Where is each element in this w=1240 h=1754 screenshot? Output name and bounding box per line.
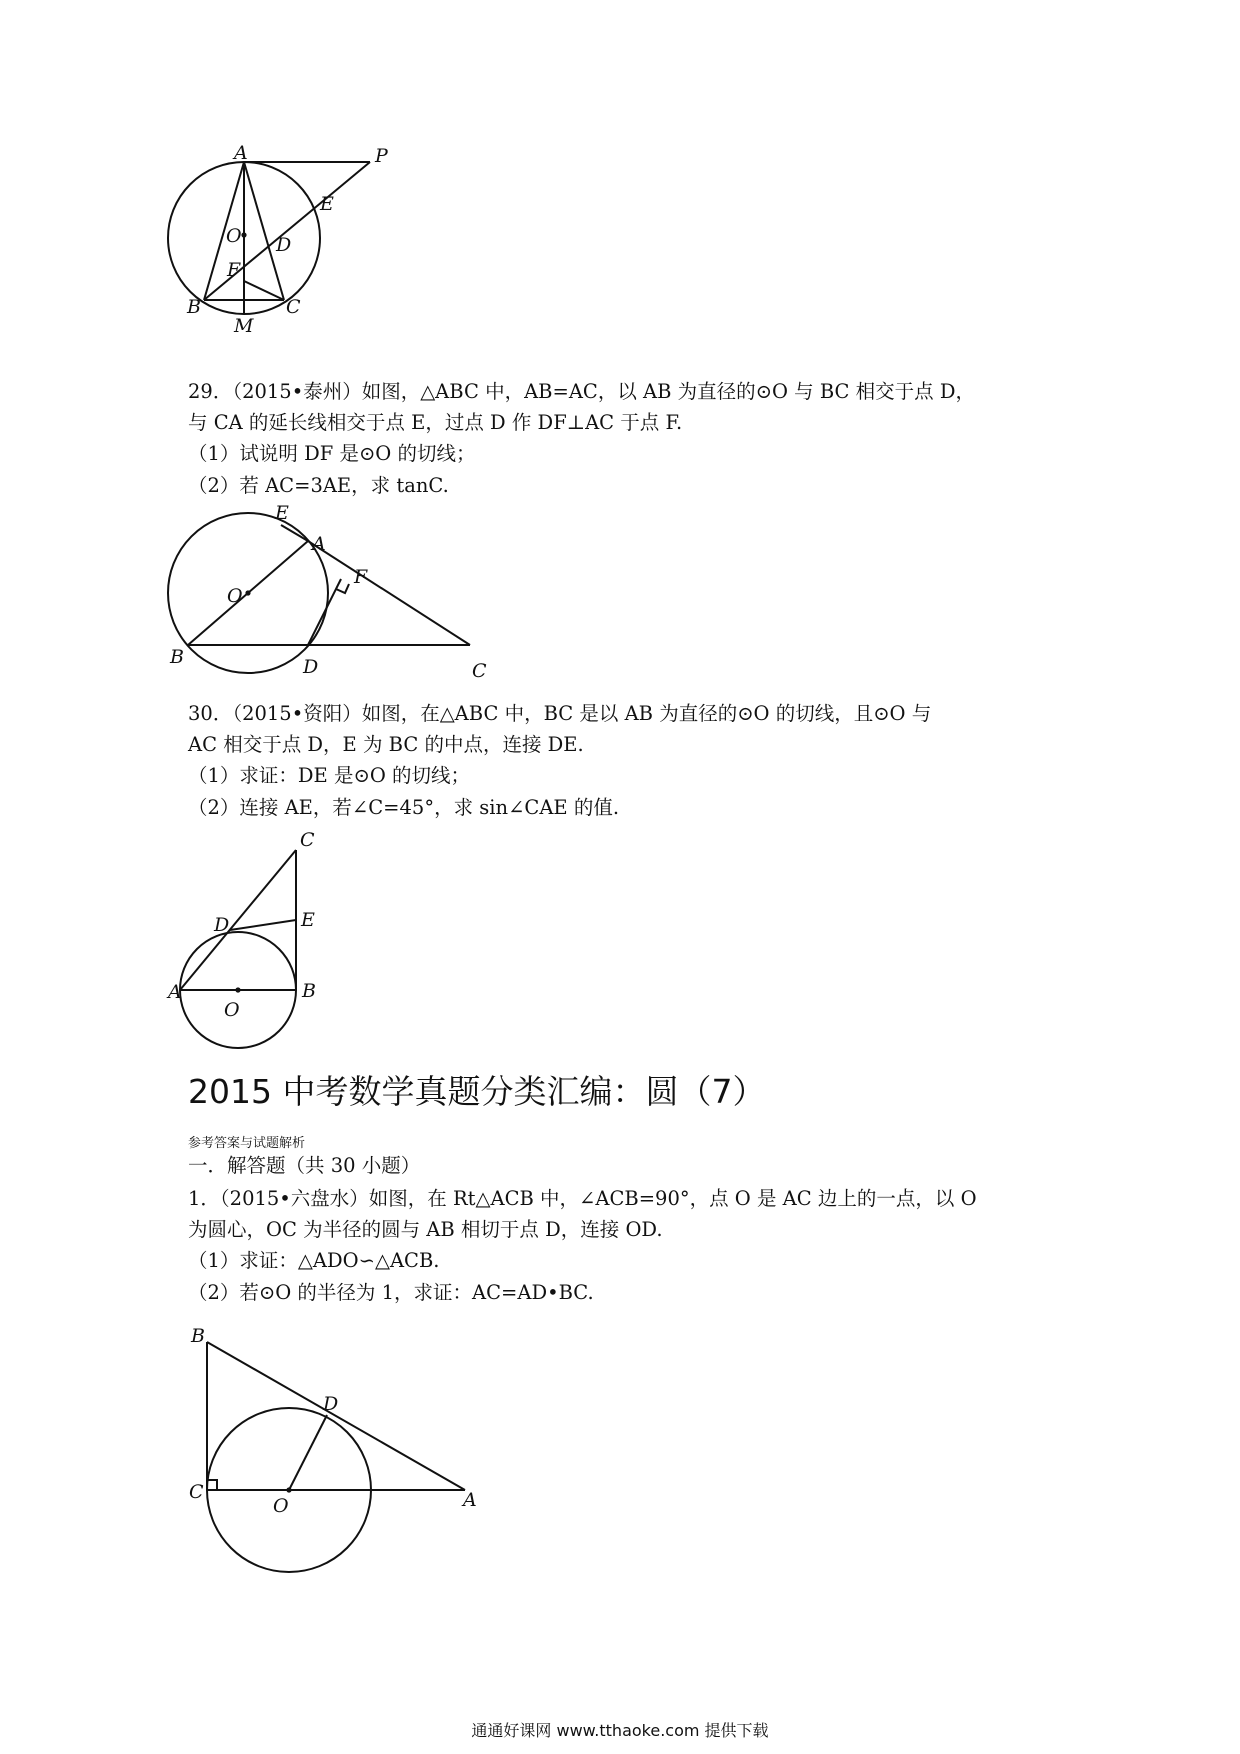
point-label-C: C [472,660,487,682]
point-label-E: E [301,909,315,931]
point-label-O: O [273,1495,289,1517]
point-label-B: B [302,980,316,1002]
footer-text: 通通好课网 www.tthaoke.com 提供下载 [471,1721,769,1740]
point-label-O: O [224,999,240,1021]
q29-part1: （1）试说明 DF 是⊙O 的切线； [188,442,476,465]
figure-q1 [185,1325,485,1570]
point-label-E: E [320,193,334,215]
q29-part2: （2）若 AC=3AE，求 tanC. [188,474,449,497]
point-label-D: D [303,656,319,678]
point-label-B: B [170,646,184,668]
point-label-C: C [300,829,315,851]
point-label-D: D [276,234,292,256]
point-label-C: C [189,1481,204,1503]
point-label-D: D [214,914,230,936]
q1-part1: （1）求证：△ADO∽△ACB. [188,1249,440,1272]
q30-line2: AC 相交于点 D，E 为 BC 的中点，连接 DE. [188,733,584,756]
point-label-M: M [234,315,254,337]
point-label-F: F [227,259,241,281]
q30-part2: （2）连接 AE，若∠C=45°，求 sin∠CAE 的值. [188,796,620,819]
point-label-D: D [323,1393,339,1415]
figure-q28 [160,142,430,375]
point-label-B: B [187,296,201,318]
q1-line2: 为圆心，OC 为半径的圆与 AB 相切于点 D，连接 OD. [188,1218,663,1241]
q29-line2: 与 CA 的延长线相交于点 E，过点 D 作 DF⊥AC 于点 F. [188,411,683,434]
figure-q29 [160,502,500,690]
q30-part1: （1）求证：DE 是⊙O 的切线； [188,764,470,787]
page-title: 2015 中考数学真题分类汇编：圆（7） [188,1072,766,1111]
point-label-B: B [191,1325,205,1347]
point-label-A: A [463,1489,477,1511]
point-label-C: C [286,296,301,318]
point-label-O: O [227,585,243,607]
section-heading: 一．解答题（共 30 小题） [188,1154,421,1177]
point-label-A: A [168,981,182,1003]
point-label-P: P [375,145,388,167]
q1-part2: （2）若⊙O 的半径为 1，求证：AC=AD•BC. [188,1281,594,1304]
point-label-O: O [226,225,242,247]
q1-line1: 1．（2015•六盘水）如图，在 Rt△ACB 中，∠ACB=90°，点 O 是 AC 边上的一点，以 O [188,1187,977,1210]
figure-q30 [168,829,380,1060]
q30-line1: 30．（2015•资阳）如图，在△ABC 中，BC 是以 AB 为直径的⊙O 的切线，且⊙O 与 [188,702,932,725]
subtitle: 参考答案与试题解析 [188,1136,306,1151]
point-label-A: A [312,533,326,555]
point-label-E: E [275,502,289,524]
point-label-F: F [354,566,368,588]
point-label-A: A [234,142,248,164]
q29-line1: 29．（2015•泰州）如图，△ABC 中，AB=AC，以 AB 为直径的⊙O 与 BC 相交于点 D， [188,380,976,403]
